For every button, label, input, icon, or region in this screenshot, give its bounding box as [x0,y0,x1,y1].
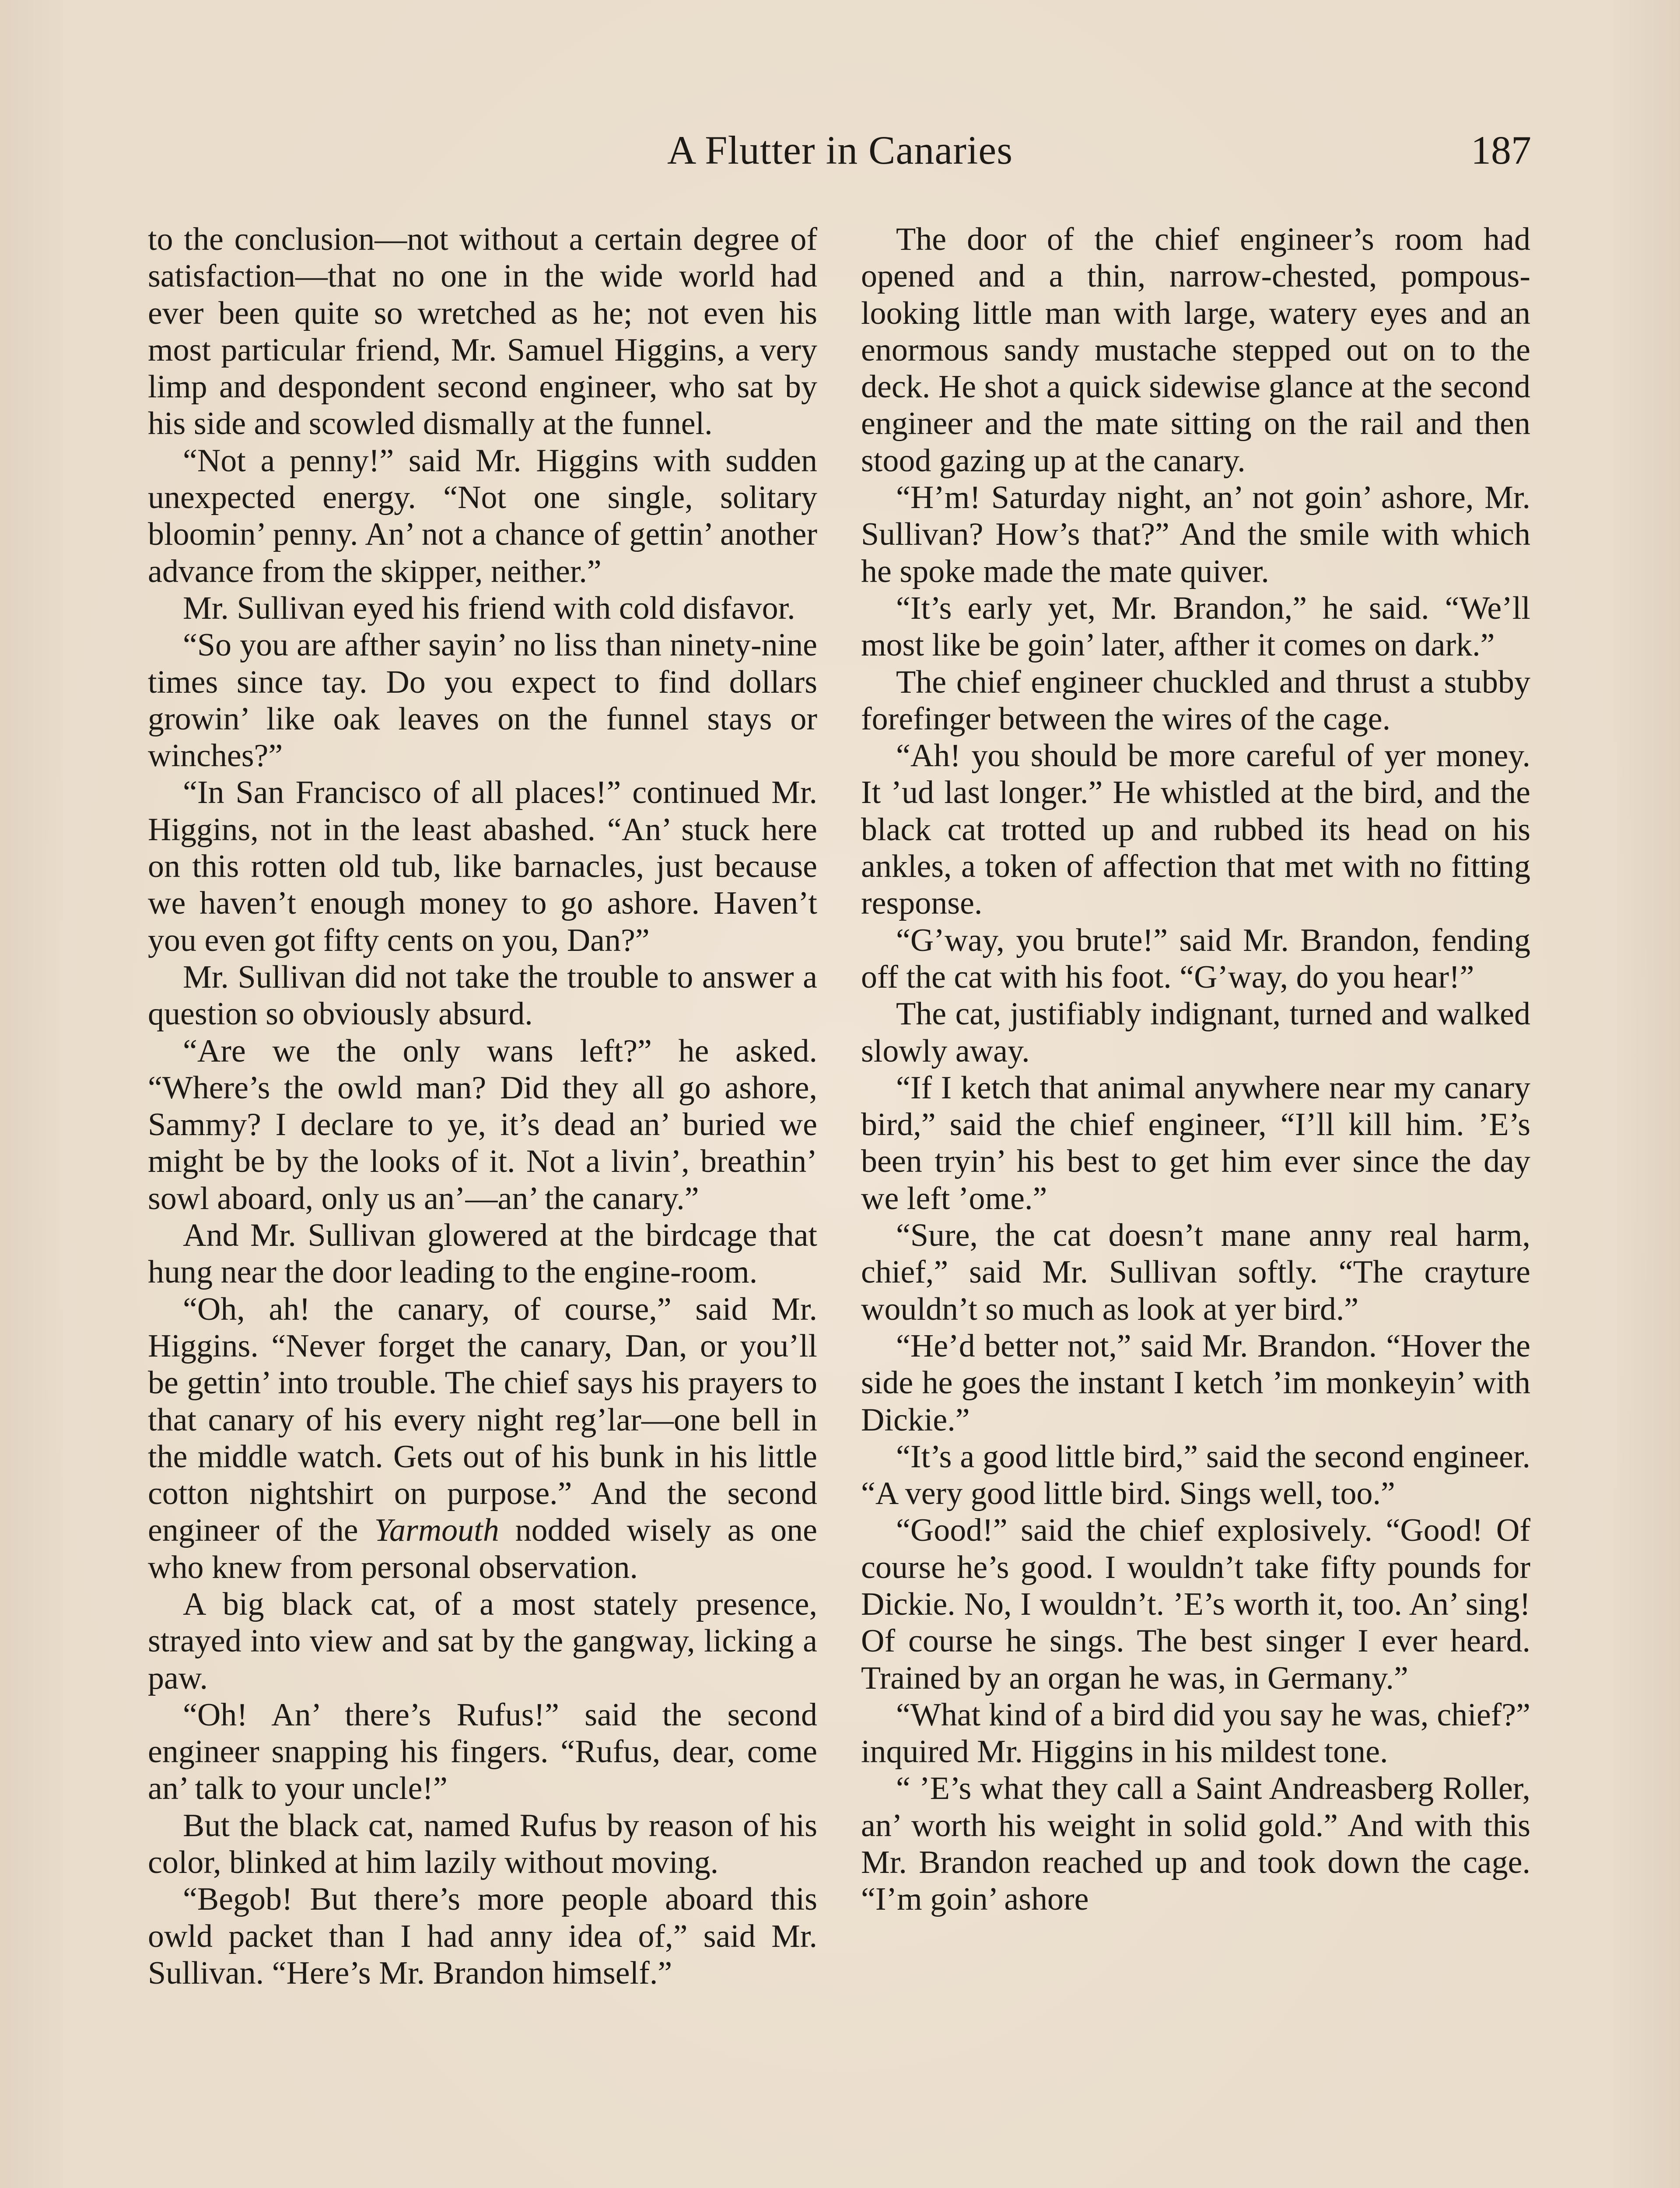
paragraph: “ ’E’s what they call a Saint Andreasberg Roller, an’ worth his weight in solid gold.” And with this Mr. Brandon reached up and took down the cage. “I’m goin’ ashore [861,1771,1530,1918]
paragraph-text: nodded wisely as one who knew from personal observation. [148,1512,817,1585]
paragraph: The chief engineer chuckled and thrust a stubby forefinger between the wires of the cage. [861,664,1530,737]
paragraph: to the conclusion—not without a certain degree of satisfaction—that no one in the wide world had ever been quite so wretched as he; not even his most particular friend, Mr. Samuel Higgins, a very limp and despondent second engineer, who sat by his side and scowled dismally at the funnel. [148,221,817,442]
paragraph [148,1291,817,1586]
paragraph: “Good!” said the chief explosively. “Good! Of course he’s good. I wouldn’t take fifty pounds for Dickie. No, I wouldn’t. ’E’s worth it, too. An’ sing! Of course he sings. The best singer I ever heard. Trained by an organ he was, in Germany.” [861,1512,1530,1696]
paragraph: “It’s a good little bird,” said the second engineer. “A very good little bird. Sings well, too.” [861,1438,1530,1512]
paragraph: “He’d better not,” said Mr. Brandon. “Hover the side he goes the instant I ketch ’im monkeyin’ with Dickie.” [861,1328,1530,1438]
paragraph: “Sure, the cat doesn’t mane anny real harm, chief,” said Mr. Sullivan softly. “The crayture wouldn’t so much as look at yer bird.” [861,1217,1530,1327]
paragraph-text: “Oh, ah! the canary, of course,” said Mr. Higgins. “Never forget the canary, Dan, or you’ll be gettin’ into trouble. The chief says his prayers to that canary of his every night reg’lar—one bell in the middle watch. Gets out of his bunk in his little cotton nightshirt on purpose.” And the second engineer of the [148,1291,817,1549]
paragraph: “What kind of a bird did you say he was, chief?” inquired Mr. Higgins in his mildest tone. [861,1697,1530,1770]
paragraph: “So you are afther sayin’ no liss than ninety-nine times since tay. Do you expect to find dollars growin’ like oak leaves on the funnel stays or winches?” [148,627,817,774]
paragraph: A big black cat, of a most stately presence, strayed into view and sat by the gangway, licking a paw. [148,1586,817,1696]
paragraph: “H’m! Saturday night, an’ not goin’ ashore, Mr. Sullivan? How’s that?” And the smile with which he spoke made the mate quiver. [861,480,1530,589]
paragraph: Mr. Sullivan eyed his friend with cold disfavor. [183,590,795,626]
page-number: 187 [1471,128,1531,172]
paragraph: “G’way, you brute!” said Mr. Brandon, fending off the cat with his foot. “G’way, do you hear!” [861,922,1530,995]
paragraph: “Are we the only wans left?” he asked. “Where’s the owld man? Did they all go ashore, Sammy? I declare to ye, it’s dead an’ buried we might be by the looks of it. Not a livin’, breathin’ sowl aboard, only us an’—an’ the canary.” [148,1033,817,1217]
paragraph: The cat, justifiably indignant, turned and walked slowly away. [861,996,1530,1069]
paragraph: But the black cat, named Rufus by reason of his color, blinked at him lazily without moving. [148,1807,817,1881]
paragraph: “Oh! An’ there’s Rufus!” said the second engineer snapping his fingers. “Rufus, dear, come an’ talk to your uncle!” [148,1697,817,1807]
running-title: A Flutter in Canaries [667,128,1013,172]
paragraph: “It’s early yet, Mr. Brandon,” he said. “We’ll most like be goin’ later, afther it comes on dark.” [861,590,1530,663]
paragraph: “Begob! But there’s more people aboard this owld packet than I had anny idea of,” said Mr. Sullivan. “Here’s Mr. Brandon himself.” [148,1881,817,1991]
paragraph: “Ah! you should be more careful of yer money. It ’ud last longer.” He whistled at the bird, and the black cat trotted up and rubbed its head on his ankles, a token of affection that met with no fitting response. [861,738,1530,922]
paragraph: “If I ketch that animal anywhere near my canary bird,” said the chief engineer, “I’ll kill him. ’E’s been tryin’ his best to get him ever since the day we left ’ome.” [861,1069,1530,1217]
right-column [861,221,1530,1918]
paragraph: And Mr. Sullivan glowered at the birdcage that hung near the door leading to the engine-room. [148,1217,817,1290]
paragraph: Mr. Sullivan did not take the trouble to answer a question so obviously absurd. [148,959,817,1032]
ship-name: Yarmouth [374,1512,499,1549]
paragraph: “In San Francisco of all places!” continued Mr. Higgins, not in the least abashed. “An’ stuck here on this rotten old tub, like barnacles, just because we haven’t enough money to go ashore. Haven’t you even got fifty cents on you, Dan?” [148,775,817,958]
left-column [148,221,817,1992]
paragraph: “Not a penny!” said Mr. Higgins with sudden unexpected energy. “Not one single, solitary bloomin’ penny. An’ not a chance of gettin’ another advance from the skipper, neither.” [148,442,817,589]
paragraph: The door of the chief engineer’s room had opened and a thin, narrow-chested, pompous-looking little man with large, watery eyes and an enormous sandy mustache stepped out on to the deck. He shot a quick sidewise glance at the second engineer and the mate sitting on the rail and then stood gazing up at the canary. [861,221,1530,479]
